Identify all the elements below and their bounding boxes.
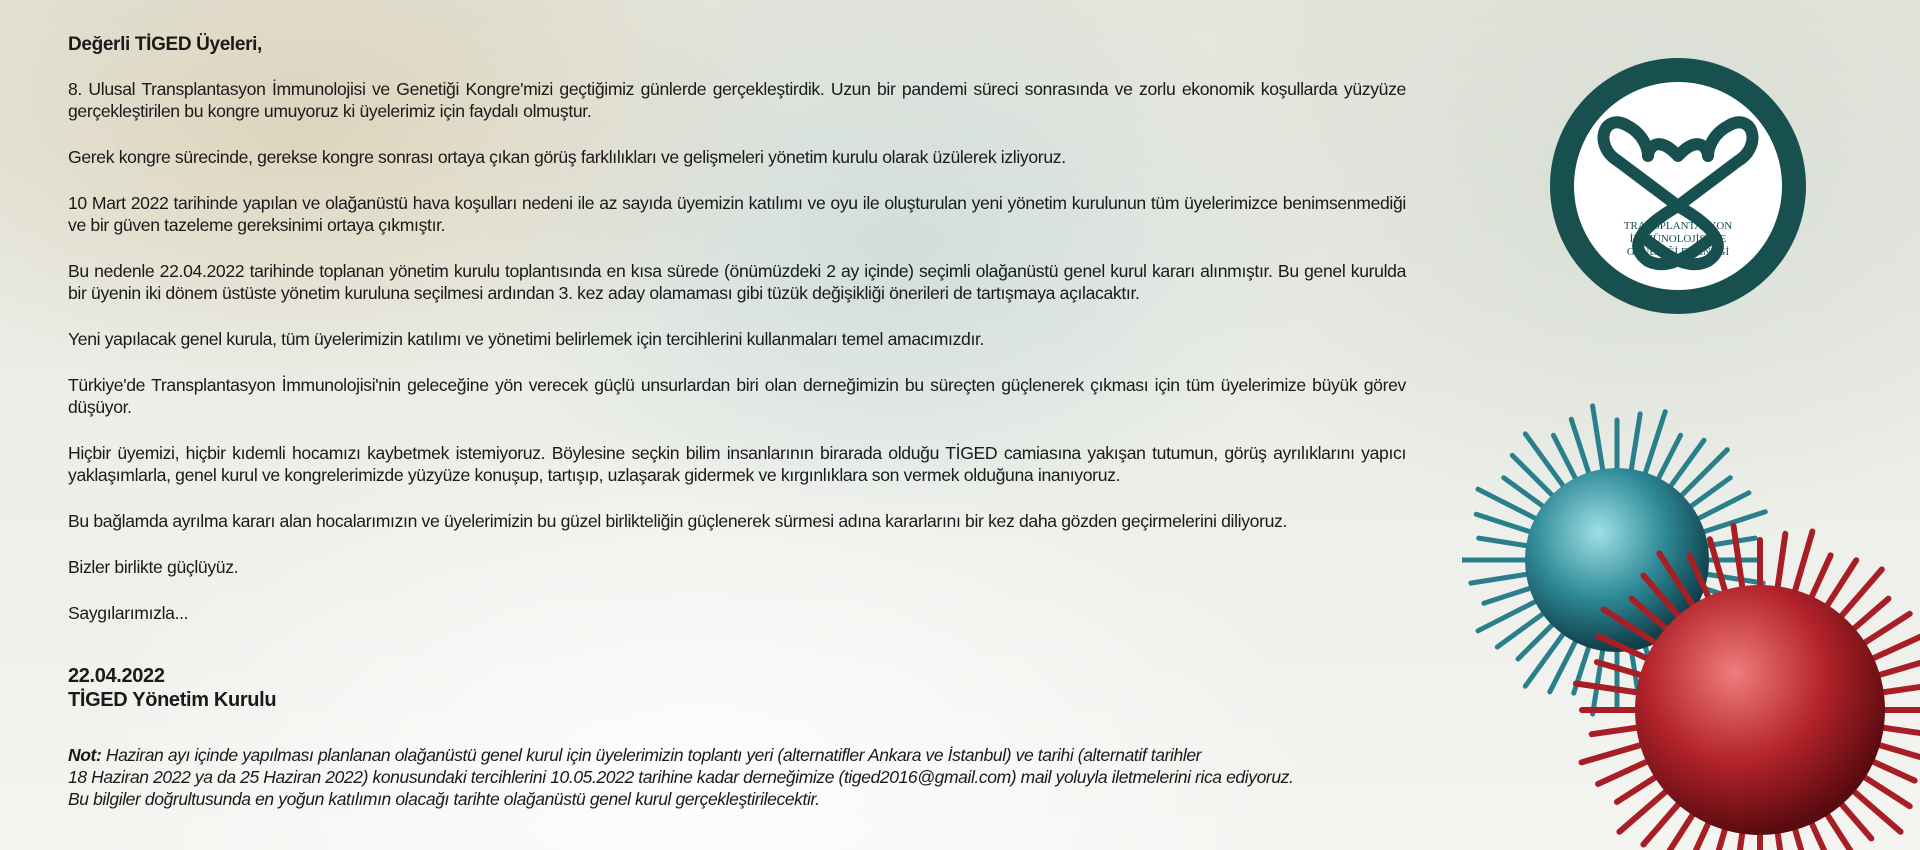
- footnote-text-1: Haziran ayı içinde yapılması planlanan olağanüstü genel kurul için üyelerimizin toplantı yeri (alternatifler Ankara ve İstanbul) ve tarihi (alternatif tarihler: [101, 745, 1202, 765]
- greeting: Değerli TİGED Üyeleri,: [68, 34, 262, 55]
- tiged-logo: [1548, 56, 1808, 316]
- footnote-line-2: 18 Haziran 2022 ya da 25 Haziran 2022) konusundaki tercihlerini 10.05.2022 tarihine kadar derneğimize (tiged2016@gmail.com) mail yoluyla iletmelerini rica ediyoruz.: [68, 767, 1294, 787]
- paragraph-10: Saygılarımızla...: [68, 603, 189, 623]
- letter-body: [68, 34, 1406, 712]
- logo-acronym: TİGED: [1631, 92, 1724, 130]
- logo-line-3: GENETİĞİ DERNEĞİ: [1626, 246, 1730, 258]
- signature-block: [68, 664, 1406, 712]
- footnote-line-1: [68, 744, 1408, 766]
- paragraph-7: Hiçbir üyemizi, hiçbir kıdemli hocamızı kaybetmek istemiyoruz. Böylesine seçkin bilim insanlarının birarada olduğu TİGED camiasına yakışan tutumun, görüş ayrılıklarını yapıcı yaklaşımlarla, genel kurul ve kongrelerimizde yüzyüze konuşup, tartışıp, uzlaşarak gidermek ve kırgınlıklara son vermek olduğuna inanıyoruz.: [68, 443, 1406, 485]
- logo-line-1: TRANSPLANTASYON: [1623, 220, 1733, 232]
- paragraph-4: Bu nedenle 22.04.2022 tarihinde toplanan yönetim kurulu toplantısında en kısa sürede (önümüzdeki 2 ay içinde) seçimli olağanüstü genel kurul kararı alınmıştır. Bu genel kurulda bir üyenin iki dönem üstüste yönetim kuruluna seçilmesi ardından 3. kez aday olamaması gibi tüzük değişikliği önerileri de tartışmaya açılacaktır.: [68, 261, 1406, 303]
- paragraph-8: Bu bağlamda ayrılma kararı alan hocalarımızın ve üyelerimizin bu güzel birlikteliğin güçlenerek sürmesi adına kararlarını bir kez daha gözden geçirmelerini diliyoruz.: [68, 511, 1288, 531]
- paragraph-1: 8. Ulusal Transplantasyon İmmunolojisi ve Genetiği Kongre'mizi geçtiğimiz günlerde gerçekleştirdik. Uzun bir pandemi süreci sonrasında ve zorlu ekonomik koşullarda yüzyüze gerçekleştirilen bu kongre umuyoruz ki üyelerimiz için faydalı olmuştur.: [68, 79, 1406, 121]
- logo-line-2: İMMÜNOLOJİSİ VE: [1629, 233, 1727, 245]
- red-virus-image: [1560, 500, 1920, 850]
- paragraph-9: Bizler birlikte güçlüyüz.: [68, 557, 239, 577]
- paragraph-5: Yeni yapılacak genel kurula, tüm üyelerimizin katılımı ve yönetimi belirlemek için tercihlerini kullanmaları temel amacımızdır.: [68, 329, 985, 349]
- signature-name: TİGED Yönetim Kurulu: [68, 689, 277, 711]
- footnote-label: Not:: [68, 745, 102, 765]
- paragraph-2: Gerek kongre sürecinde, gerekse kongre sonrası ortaya çıkan görüş farklılıkları ve gelişmeleri yönetim kurulu olarak üzülerek izliyoruz.: [68, 147, 1066, 167]
- footnote-line-3: Bu bilgiler doğrultusunda en yoğun katılımın olacağı tarihte olağanüstü genel kurul gerçekleştirilecektir.: [68, 789, 820, 809]
- letter-date: 22.04.2022: [68, 665, 165, 687]
- paragraph-3: 10 Mart 2022 tarihinde yapılan ve olağanüstü hava koşulları nedeni ile az sayıda üyemizin katılımı ve oyu ile oluşturulan yeni yönetim kurulunun tüm üyelerimizce benimsenmediği ve bir güven tazeleme gereksinimi ortaya çıkmıştır.: [68, 193, 1406, 235]
- footnote: [68, 744, 1408, 810]
- paragraph-6: Türkiye'de Transplantasyon İmmunolojisi'nin geleceğine yön verecek güçlü unsurlardan biri olan derneğimizin bu süreçten güçlenerek çıkması için tüm üyelerimize büyük görev düşüyor.: [68, 375, 1406, 417]
